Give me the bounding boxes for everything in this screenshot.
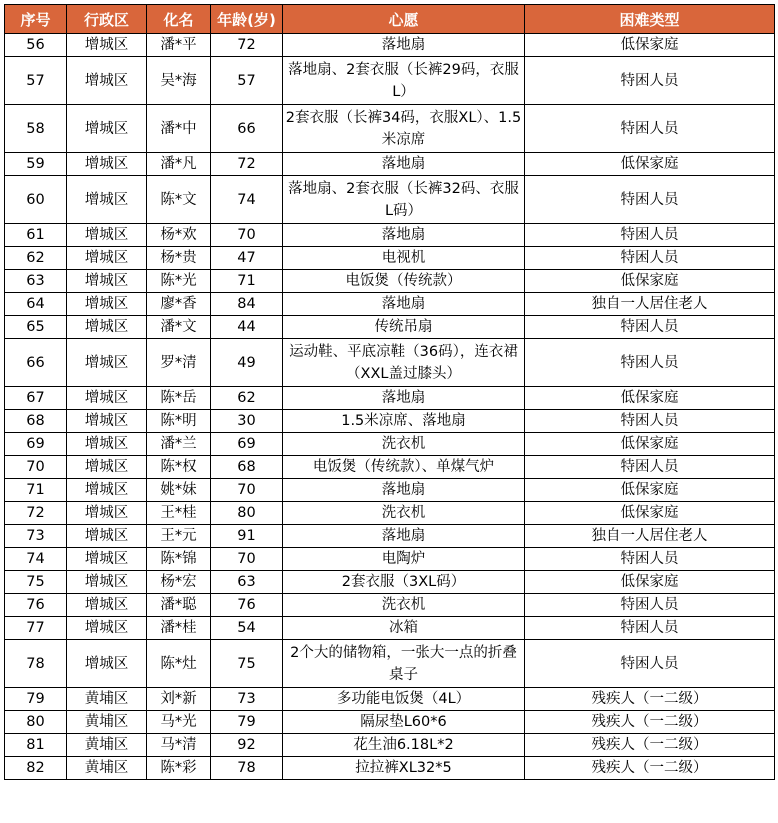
wish-cell: 拉拉裤XL32*5 (283, 757, 525, 780)
table-row (5, 757, 775, 780)
table-row (5, 316, 775, 339)
age-cell: 78 (211, 757, 283, 780)
alias-cell: 王*元 (147, 525, 211, 548)
category-cell: 低保家庭 (525, 479, 775, 502)
district-cell: 增城区 (67, 617, 147, 640)
category-cell: 独自一人居住老人 (525, 293, 775, 316)
wish-cell: 2套衣服（长裤34码，衣服XL）、1.5米凉席 (283, 105, 525, 153)
wish-cell: 落地扇 (283, 293, 525, 316)
district-cell: 增城区 (67, 247, 147, 270)
age-cell: 68 (211, 456, 283, 479)
seq-cell: 75 (5, 571, 67, 594)
seq-cell: 70 (5, 456, 67, 479)
table-row (5, 456, 775, 479)
seq-cell: 79 (5, 688, 67, 711)
seq-cell: 71 (5, 479, 67, 502)
table-body (5, 34, 775, 780)
category-cell: 低保家庭 (525, 433, 775, 456)
district-cell: 增城区 (67, 433, 147, 456)
table-row (5, 410, 775, 433)
alias-cell: 潘*文 (147, 316, 211, 339)
district-cell: 增城区 (67, 57, 147, 105)
category-cell: 低保家庭 (525, 502, 775, 525)
age-cell: 84 (211, 293, 283, 316)
seq-cell: 56 (5, 34, 67, 57)
wish-cell: 多功能电饭煲（4L） (283, 688, 525, 711)
seq-cell: 68 (5, 410, 67, 433)
age-cell: 63 (211, 571, 283, 594)
age-cell: 70 (211, 224, 283, 247)
seq-cell: 82 (5, 757, 67, 780)
alias-cell: 潘*兰 (147, 433, 211, 456)
district-cell: 增城区 (67, 316, 147, 339)
wish-cell: 电饭煲（传统款）、单煤气炉 (283, 456, 525, 479)
age-cell: 74 (211, 176, 283, 224)
category-cell: 残疾人（一二级） (525, 757, 775, 780)
wish-cell: 洗衣机 (283, 502, 525, 525)
table-row (5, 387, 775, 410)
district-cell: 增城区 (67, 479, 147, 502)
district-cell: 增城区 (67, 293, 147, 316)
age-cell: 57 (211, 57, 283, 105)
category-cell: 独自一人居住老人 (525, 525, 775, 548)
table-row (5, 525, 775, 548)
alias-cell: 陈*灶 (147, 640, 211, 688)
age-cell: 62 (211, 387, 283, 410)
district-cell: 增城区 (67, 387, 147, 410)
age-cell: 70 (211, 479, 283, 502)
seq-cell: 72 (5, 502, 67, 525)
category-cell: 特困人员 (525, 456, 775, 479)
district-cell: 增城区 (67, 525, 147, 548)
district-cell: 增城区 (67, 105, 147, 153)
seq-cell: 78 (5, 640, 67, 688)
seq-cell: 74 (5, 548, 67, 571)
table-row (5, 270, 775, 293)
category-cell: 特困人员 (525, 339, 775, 387)
age-cell: 70 (211, 548, 283, 571)
age-cell: 47 (211, 247, 283, 270)
header-wish: 心愿 (283, 5, 525, 34)
alias-cell: 马*清 (147, 734, 211, 757)
category-cell: 特困人员 (525, 548, 775, 571)
seq-cell: 76 (5, 594, 67, 617)
district-cell: 增城区 (67, 502, 147, 525)
category-cell: 特困人员 (525, 640, 775, 688)
category-cell: 特困人员 (525, 316, 775, 339)
category-cell: 低保家庭 (525, 270, 775, 293)
wish-cell: 洗衣机 (283, 594, 525, 617)
age-cell: 72 (211, 153, 283, 176)
district-cell: 增城区 (67, 339, 147, 387)
district-cell: 增城区 (67, 153, 147, 176)
alias-cell: 王*桂 (147, 502, 211, 525)
table-row (5, 479, 775, 502)
alias-cell: 陈*权 (147, 456, 211, 479)
table-row (5, 34, 775, 57)
table-row (5, 293, 775, 316)
table-row (5, 734, 775, 757)
alias-cell: 潘*聪 (147, 594, 211, 617)
category-cell: 特困人员 (525, 247, 775, 270)
header-age: 年龄(岁) (211, 5, 283, 34)
wish-cell: 落地扇 (283, 34, 525, 57)
table-row (5, 548, 775, 571)
age-cell: 66 (211, 105, 283, 153)
table-row (5, 617, 775, 640)
age-cell: 91 (211, 525, 283, 548)
wish-cell: 2个大的储物箱，一张大一点的折叠桌子 (283, 640, 525, 688)
alias-cell: 杨*宏 (147, 571, 211, 594)
district-cell: 增城区 (67, 548, 147, 571)
seq-cell: 62 (5, 247, 67, 270)
table-row (5, 640, 775, 688)
category-cell: 特困人员 (525, 105, 775, 153)
seq-cell: 80 (5, 711, 67, 734)
district-cell: 增城区 (67, 34, 147, 57)
wish-list-table (4, 4, 775, 780)
district-cell: 增城区 (67, 640, 147, 688)
district-cell: 黄埔区 (67, 711, 147, 734)
category-cell: 低保家庭 (525, 571, 775, 594)
district-cell: 增城区 (67, 176, 147, 224)
table-row (5, 688, 775, 711)
seq-cell: 57 (5, 57, 67, 105)
seq-cell: 61 (5, 224, 67, 247)
wish-cell: 传统吊扇 (283, 316, 525, 339)
table-row (5, 176, 775, 224)
seq-cell: 67 (5, 387, 67, 410)
seq-cell: 63 (5, 270, 67, 293)
category-cell: 低保家庭 (525, 153, 775, 176)
wish-cell: 1.5米凉席、落地扇 (283, 410, 525, 433)
table-row (5, 153, 775, 176)
table-row (5, 711, 775, 734)
alias-cell: 杨*贵 (147, 247, 211, 270)
age-cell: 72 (211, 34, 283, 57)
age-cell: 49 (211, 339, 283, 387)
category-cell: 特困人员 (525, 594, 775, 617)
age-cell: 80 (211, 502, 283, 525)
district-cell: 黄埔区 (67, 734, 147, 757)
alias-cell: 陈*岳 (147, 387, 211, 410)
age-cell: 71 (211, 270, 283, 293)
wish-cell: 冰箱 (283, 617, 525, 640)
category-cell: 特困人员 (525, 617, 775, 640)
category-cell: 残疾人（一二级） (525, 711, 775, 734)
district-cell: 增城区 (67, 594, 147, 617)
header-alias: 化名 (147, 5, 211, 34)
seq-cell: 69 (5, 433, 67, 456)
district-cell: 增城区 (67, 410, 147, 433)
age-cell: 92 (211, 734, 283, 757)
alias-cell: 刘*新 (147, 688, 211, 711)
category-cell: 特困人员 (525, 57, 775, 105)
header-seq: 序号 (5, 5, 67, 34)
wish-cell: 电陶炉 (283, 548, 525, 571)
wish-cell: 隔尿垫L60*6 (283, 711, 525, 734)
age-cell: 75 (211, 640, 283, 688)
alias-cell: 陈*锦 (147, 548, 211, 571)
category-cell: 残疾人（一二级） (525, 688, 775, 711)
table-row (5, 57, 775, 105)
alias-cell: 陈*彩 (147, 757, 211, 780)
age-cell: 44 (211, 316, 283, 339)
district-cell: 增城区 (67, 571, 147, 594)
district-cell: 黄埔区 (67, 688, 147, 711)
alias-cell: 杨*欢 (147, 224, 211, 247)
seq-cell: 81 (5, 734, 67, 757)
seq-cell: 66 (5, 339, 67, 387)
alias-cell: 廖*香 (147, 293, 211, 316)
table-row (5, 594, 775, 617)
alias-cell: 罗*清 (147, 339, 211, 387)
wish-cell: 落地扇 (283, 525, 525, 548)
alias-cell: 姚*妹 (147, 479, 211, 502)
district-cell: 增城区 (67, 270, 147, 293)
age-cell: 73 (211, 688, 283, 711)
seq-cell: 60 (5, 176, 67, 224)
category-cell: 特困人员 (525, 176, 775, 224)
age-cell: 30 (211, 410, 283, 433)
seq-cell: 64 (5, 293, 67, 316)
wish-cell: 落地扇 (283, 479, 525, 502)
alias-cell: 潘*凡 (147, 153, 211, 176)
wish-cell: 电视机 (283, 247, 525, 270)
alias-cell: 潘*平 (147, 34, 211, 57)
category-cell: 特困人员 (525, 224, 775, 247)
alias-cell: 潘*桂 (147, 617, 211, 640)
wish-cell: 落地扇 (283, 387, 525, 410)
wish-cell: 落地扇、2套衣服（长裤32码、衣服L码） (283, 176, 525, 224)
category-cell: 低保家庭 (525, 387, 775, 410)
age-cell: 69 (211, 433, 283, 456)
wish-cell: 落地扇 (283, 224, 525, 247)
category-cell: 低保家庭 (525, 34, 775, 57)
header-row (5, 5, 775, 34)
alias-cell: 吴*海 (147, 57, 211, 105)
table-row (5, 105, 775, 153)
alias-cell: 陈*明 (147, 410, 211, 433)
wish-cell: 花生油6.18L*2 (283, 734, 525, 757)
district-cell: 黄埔区 (67, 757, 147, 780)
table-row (5, 571, 775, 594)
age-cell: 79 (211, 711, 283, 734)
category-cell: 残疾人（一二级） (525, 734, 775, 757)
header-category: 困难类型 (525, 5, 775, 34)
age-cell: 76 (211, 594, 283, 617)
table-row (5, 433, 775, 456)
alias-cell: 马*光 (147, 711, 211, 734)
header-district: 行政区 (67, 5, 147, 34)
alias-cell: 潘*中 (147, 105, 211, 153)
seq-cell: 59 (5, 153, 67, 176)
table-row (5, 247, 775, 270)
table-row (5, 339, 775, 387)
alias-cell: 陈*光 (147, 270, 211, 293)
seq-cell: 58 (5, 105, 67, 153)
wish-cell: 2套衣服（3XL码） (283, 571, 525, 594)
seq-cell: 77 (5, 617, 67, 640)
district-cell: 增城区 (67, 456, 147, 479)
wish-cell: 落地扇、2套衣服（长裤29码，衣服L） (283, 57, 525, 105)
district-cell: 增城区 (67, 224, 147, 247)
wish-cell: 洗衣机 (283, 433, 525, 456)
seq-cell: 73 (5, 525, 67, 548)
alias-cell: 陈*文 (147, 176, 211, 224)
wish-cell: 落地扇 (283, 153, 525, 176)
wish-cell: 电饭煲（传统款） (283, 270, 525, 293)
wish-cell: 运动鞋、平底凉鞋（36码），连衣裙（XXL盖过膝头） (283, 339, 525, 387)
seq-cell: 65 (5, 316, 67, 339)
age-cell: 54 (211, 617, 283, 640)
table-row (5, 224, 775, 247)
table-row (5, 502, 775, 525)
category-cell: 特困人员 (525, 410, 775, 433)
